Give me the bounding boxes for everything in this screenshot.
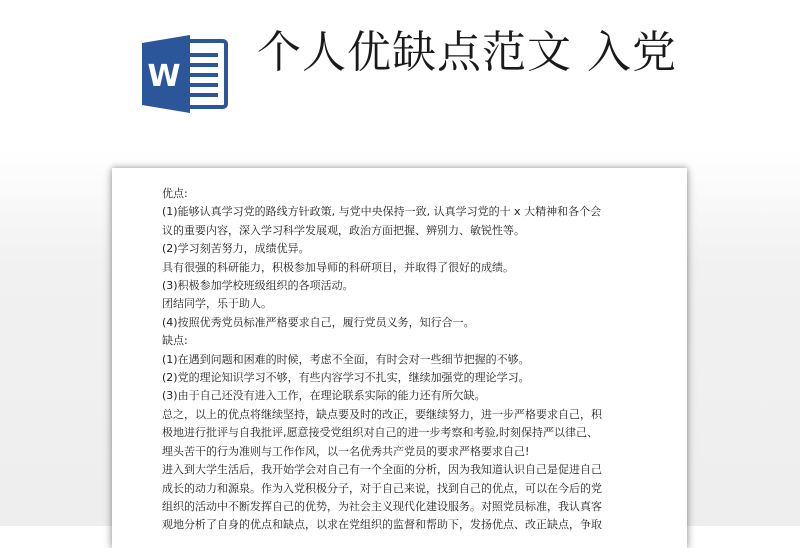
document-line: 总之，以上的优点将继续坚持，缺点要及时的改正，要继续努力，进一步严格要求自己，积	[162, 407, 602, 421]
document-line: (4)按照优秀党员标准严格要求自己，履行党员义务，知行合一。	[162, 315, 475, 329]
document-line: 组织的活动中不断发挥自己的优势，为社会主义现代化建设服务。对照党员标准，我认真客	[162, 499, 602, 513]
document-line: 成长的动力和源泉。作为入党积极分子，对于自己来说，找到自己的优点，可以在今后的党	[162, 481, 602, 495]
document-line: (3)由于自己还没有进入工作，在理论联系实际的能力还有所欠缺。	[162, 389, 486, 403]
document-line: 具有很强的科研能力，积极参加导师的科研项目，并取得了很好的成绩。	[162, 260, 514, 274]
word-document-icon	[140, 35, 228, 113]
document-line: 埋头苦干的行为准则与工作作风，以一名优秀共产党员的要求严格要求自己!	[162, 444, 530, 458]
document-line: (1)能够认真学习党的路线方针政策, 与党中央保持一致, 认真学习党的十 x 大精神和各个会	[162, 205, 602, 219]
document-line: 议的重要内容，深入学习科学发展观，政治方面把握、辨别力、敏锐性等。	[162, 223, 525, 237]
document-line: 观地分析了自身的优点和缺点，以求在党组织的监督和帮助下，发扬优点、改正缺点，争取	[162, 518, 602, 532]
document-line: (2)学习刻苦努力，成绩优异。	[162, 242, 310, 256]
document-line: 优点:	[162, 187, 188, 200]
document-line: (3)积极参加学校班级组织的各项活动。	[162, 279, 354, 293]
document-body	[162, 185, 650, 535]
document-title: 个人优缺点范文 入党	[257, 27, 677, 78]
document-line: (2)党的理论知识学习不够，有些内容学习不扎实，继续加强党的理论学习。	[162, 371, 530, 385]
document-line: (1)在遇到问题和困难的时候，考虑不全面，有时会对一些细节把握的不够。	[162, 352, 530, 366]
word-letter-icon: W	[147, 59, 181, 94]
document-line: 缺点:	[162, 334, 188, 348]
document-line: 团结同学，乐于助人。	[162, 297, 272, 311]
document-page	[112, 168, 687, 548]
document-line: 进入到大学生活后，我开始学会对自己有一个全面的分析，因为我知道认识自己是促进自己	[162, 463, 602, 477]
document-line: 极地进行批评与自我批评,愿意接受党组织对自己的进一步考察和考验,时刻保持严以律己、	[162, 426, 598, 440]
